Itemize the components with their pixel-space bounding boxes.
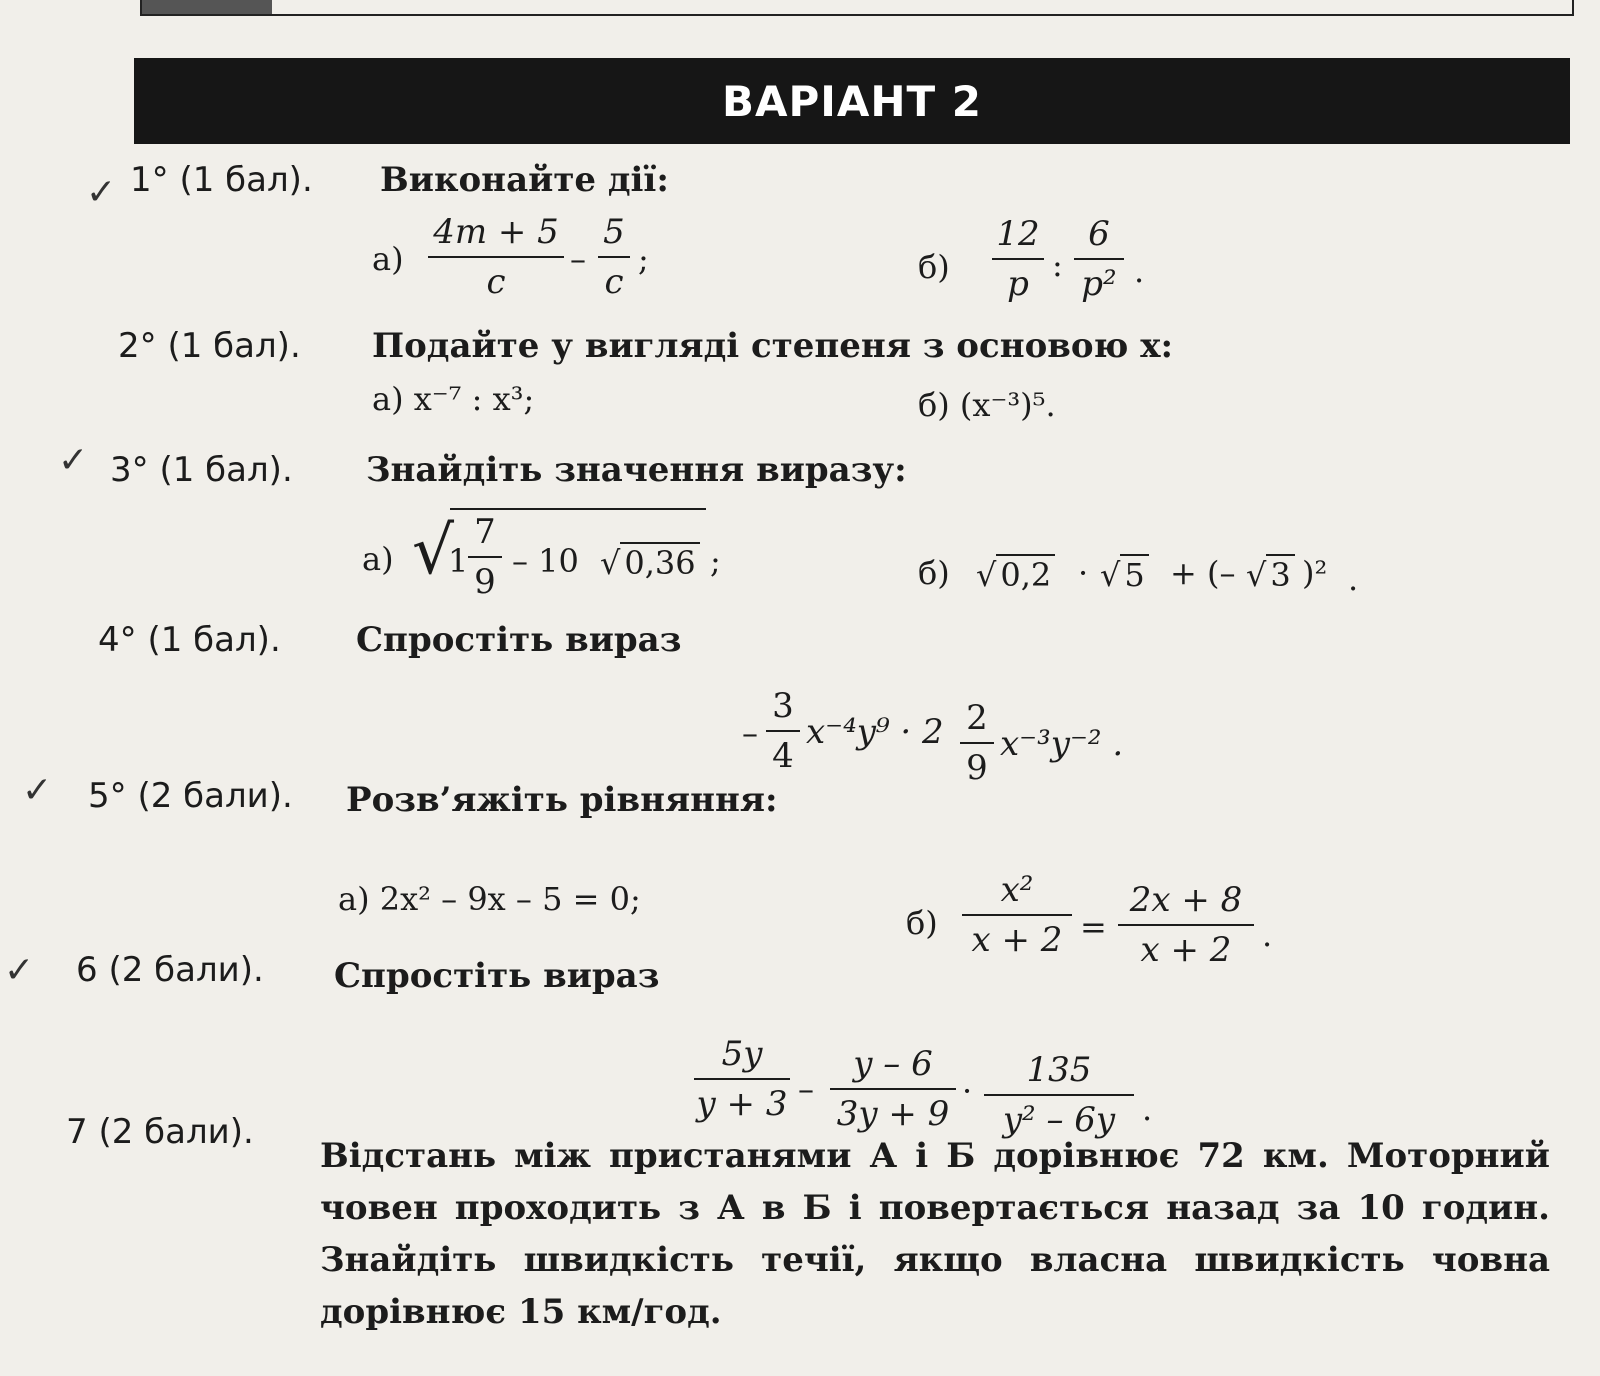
problem-1a-fraction-2 (598, 212, 630, 302)
problem-5b-prefix: б) (906, 904, 938, 942)
variant-title: ВАРІАНТ 2 (721, 76, 983, 126)
problem-4-minus: – (742, 714, 758, 752)
problem-3b-dot: · (1078, 554, 1089, 592)
problem-1b-fraction-2 (1074, 214, 1124, 304)
check-mark-icon: ✓ (4, 950, 35, 991)
radicand: 0,2 (996, 554, 1055, 593)
problem-3b-root-2: √ 5 (1100, 554, 1149, 594)
check-mark-icon: ✓ (86, 172, 117, 213)
problem-3a-whole: 1 (448, 542, 469, 580)
variant-banner (134, 58, 1570, 144)
problem-1a-fraction-1 (428, 212, 564, 302)
fraction-numerator: 2x + 8 (1118, 880, 1254, 926)
page-top-dark-strip (142, 0, 272, 14)
fraction-numerator: 135 (984, 1050, 1134, 1096)
problem-6-dot: · (962, 1072, 973, 1110)
problem-4-tail: x⁻³y⁻² . (1000, 724, 1124, 764)
radicand: 3 (1266, 554, 1294, 593)
problem-5b-equals: = (1080, 908, 1107, 946)
fraction-denominator: x + 2 (1140, 930, 1232, 970)
problem-5b-fraction-1 (962, 870, 1072, 960)
problem-6-label: 6 (2 бали). (76, 950, 264, 990)
problem-6-end: . (1142, 1090, 1153, 1128)
fraction-denominator: 4 (772, 736, 794, 776)
problem-2a: а) x⁻⁷ : x³; (372, 380, 535, 418)
problem-4-middle: x⁻⁴y⁹ · 2 (806, 712, 944, 752)
fraction-numerator: y – 6 (830, 1044, 956, 1090)
page-top-edge (140, 0, 1574, 16)
problem-4-fraction-1 (766, 686, 800, 776)
fraction-numerator: 3 (766, 686, 800, 732)
fraction-denominator: 9 (474, 562, 496, 602)
problem-6-fraction-2 (830, 1044, 956, 1134)
fraction-denominator: c (604, 262, 624, 302)
fraction-numerator: 2 (960, 698, 994, 744)
problem-3b-root-3: √ 3 (1246, 554, 1295, 594)
problem-1b-colon: : (1052, 246, 1063, 284)
problem-3-text: Знайдіть значення виразу: (366, 450, 907, 490)
problem-5b-fraction-2 (1118, 880, 1254, 970)
problem-1b-fraction-1 (992, 214, 1044, 304)
problem-1a-end: ; (638, 240, 649, 278)
fraction-numerator: 4m + 5 (428, 212, 564, 258)
problem-5a: а) 2x² – 9x – 5 = 0; (338, 880, 641, 918)
problem-6-fraction-3 (984, 1050, 1134, 1140)
problem-3b-root-1: √ 0,2 (976, 554, 1055, 594)
problem-1a-prefix: а) (372, 240, 404, 278)
problem-7-text: Відстань між пристанями А і Б дорівнює 72 км. Моторний човен проходить з А в Б і повертається назад за 10 годин. Знайдіть швидкість течії, якщо власна швидкість човна дорівнює 15 км/год. (320, 1136, 1550, 1332)
fraction-denominator: x + 2 (971, 920, 1063, 960)
problem-1b-end: . (1134, 252, 1145, 290)
fraction-denominator: p (1007, 264, 1029, 304)
check-mark-icon: ✓ (58, 440, 89, 481)
problem-2-text: Подайте у вигляді степеня з основою x: (372, 326, 1174, 366)
fraction-numerator: 7 (468, 512, 502, 558)
problem-5-text: Розв’яжіть рівняння: (346, 780, 778, 820)
radicand: 5 (1120, 554, 1148, 593)
problem-6-minus: – (798, 1070, 814, 1108)
problem-3b-close: )² (1302, 554, 1328, 592)
problem-6-fraction-1 (694, 1034, 790, 1124)
problem-2-label: 2° (1 бал). (118, 326, 301, 366)
problem-4-fraction-2 (960, 698, 994, 788)
problem-1b-prefix: б) (918, 248, 950, 286)
fraction-numerator: 5y (694, 1034, 790, 1080)
problem-3b-plus: + (– (1170, 554, 1236, 592)
fraction-numerator: 5 (598, 212, 630, 258)
problem-1-label: 1° (1 бал). (130, 160, 313, 200)
problem-2b: б) (x⁻³)⁵. (918, 386, 1056, 424)
problem-5b-end: . (1262, 916, 1273, 954)
fraction-denominator: c (486, 262, 506, 302)
fraction-denominator: 9 (966, 748, 988, 788)
problem-1a-minus: – (570, 240, 586, 278)
fraction-numerator: 12 (992, 214, 1044, 260)
fraction-numerator: 6 (1074, 214, 1124, 260)
problem-3a-rest: – 10 (512, 542, 579, 580)
problem-3b-end: . (1348, 560, 1359, 598)
check-mark-icon: ✓ (22, 770, 53, 811)
radicand: 0,36 (620, 542, 699, 581)
fraction-denominator: p² (1081, 264, 1117, 304)
problem-3a-fraction (468, 512, 502, 602)
problem-3a-prefix: а) (362, 540, 394, 578)
problem-3b-prefix: б) (918, 554, 950, 592)
fraction-denominator: 3y + 9 (836, 1094, 950, 1134)
problem-5-label: 5° (2 бали). (88, 776, 293, 816)
problem-7-label: 7 (2 бали). (66, 1112, 254, 1152)
problem-4-label: 4° (1 бал). (98, 620, 281, 660)
fraction-numerator: x² (962, 870, 1072, 916)
fraction-denominator: y² – 6y (1002, 1100, 1116, 1140)
problem-6-text: Спростіть вираз (334, 956, 660, 996)
problem-3-label: 3° (1 бал). (110, 450, 293, 490)
problem-3a-inner-root: √ 0,36 (600, 542, 700, 582)
problem-4-text: Спростіть вираз (356, 620, 682, 660)
problem-3a-end: ; (710, 542, 721, 580)
radical-sign: √ (412, 512, 455, 589)
fraction-denominator: y + 3 (696, 1084, 788, 1124)
problem-1-text: Виконайте дії: (380, 160, 669, 200)
